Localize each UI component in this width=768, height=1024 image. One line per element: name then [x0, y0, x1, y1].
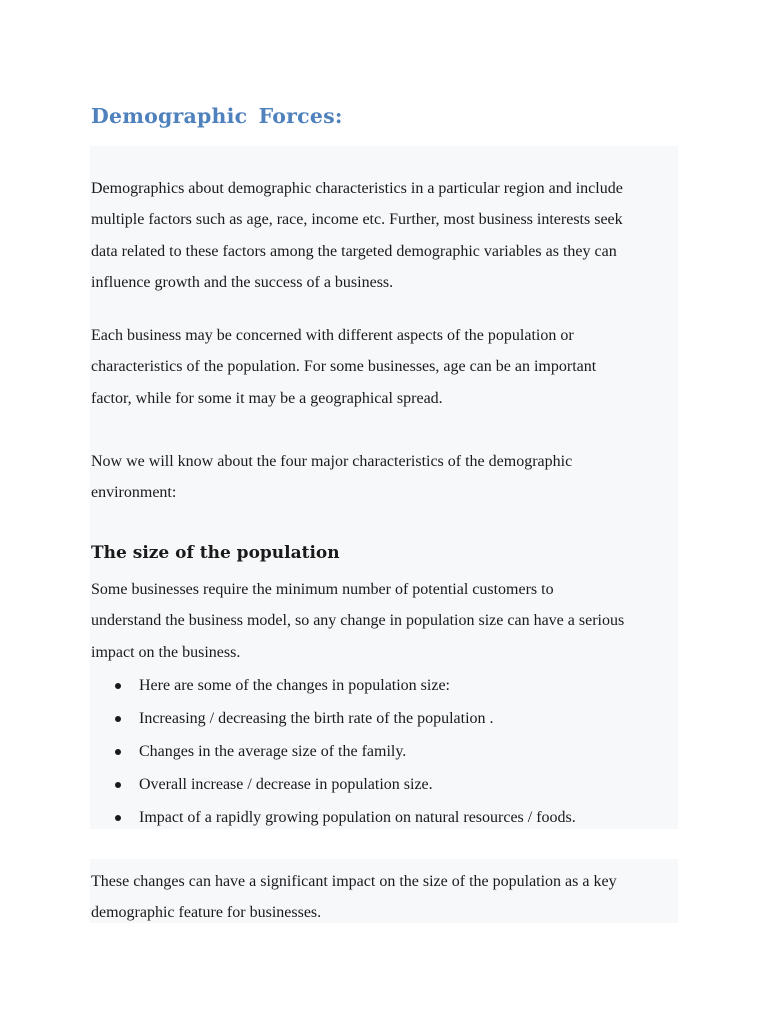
conclusion-paragraph: These changes can have a significant impact on the size of the population as a key demographic feature for businesses.: [91, 873, 617, 922]
intro-paragraph: Demographics about demographic characteristics in a particular region and include multiple factors such as age, race, income etc. Further, most business interests seek data related to these factors among the targeted demographic variables as they can influence growth and the success of a business.: [91, 180, 623, 291]
section-heading: The size of the population: [91, 543, 340, 563]
list-item: [114, 670, 576, 703]
page-title: Demographic Forces:: [91, 104, 343, 128]
list-item-text: Increasing / decreasing the birth rate of the population .: [139, 710, 494, 727]
characteristics-intro-paragraph: Now we will know about the four major characteristics of the demographic environment:: [91, 453, 573, 502]
list-item: [114, 802, 576, 835]
list-item: [114, 736, 576, 769]
bullet-icon: [115, 782, 121, 788]
bullet-icon: [115, 683, 121, 689]
concern-paragraph: Each business may be concerned with different aspects of the population or characteristics of the population. For some businesses, age can be an important factor, while for some it may be a geographical spread.: [91, 327, 597, 407]
list-item: [114, 703, 576, 736]
bullet-icon: [115, 716, 121, 722]
bullet-icon: [115, 815, 121, 821]
bullet-icon: [115, 749, 121, 755]
bullet-list: [114, 670, 576, 835]
list-item-text: Here are some of the changes in population size:: [139, 677, 450, 694]
list-item-text: Changes in the average size of the family.: [139, 743, 407, 760]
list-item: [114, 769, 576, 802]
list-item-text: Impact of a rapidly growing population on natural resources / foods.: [139, 809, 576, 826]
section-intro-paragraph: Some businesses require the minimum number of potential customers to understand the business model, so any change in population size can have a serious impact on the business.: [91, 581, 625, 661]
list-item-text: Overall increase / decrease in population size.: [139, 776, 433, 793]
